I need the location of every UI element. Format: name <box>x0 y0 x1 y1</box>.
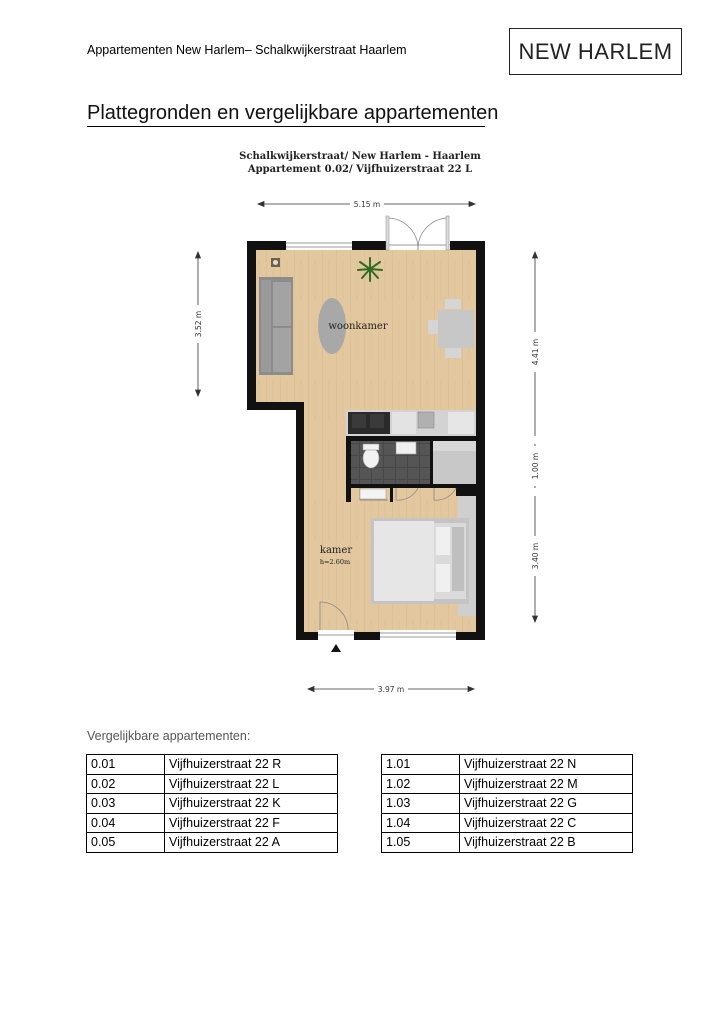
apartment-number: 1.04 <box>382 813 460 833</box>
table-row <box>382 755 633 775</box>
apartment-address: Vijfhuizerstraat 22 L <box>165 774 338 794</box>
apartment-number: 0.01 <box>87 755 165 775</box>
apartment-address: Vijfhuizerstraat 22 F <box>165 813 338 833</box>
floorplan-title: Schalkwijkerstraat/ New Harlem - Haarlem <box>239 151 481 162</box>
table-row <box>382 794 633 814</box>
room-height-label: h=2.60m <box>319 558 351 566</box>
logo-text: NEW HARLEM <box>518 38 673 64</box>
table-row <box>382 833 633 853</box>
table-row <box>87 774 338 794</box>
dim-right-top-label: 4.41 m <box>531 338 540 366</box>
table-row <box>382 813 633 833</box>
dim-bottom-label: 3.97 m <box>377 685 405 694</box>
apartment-number: 1.02 <box>382 774 460 794</box>
apartment-address: Vijfhuizerstraat 22 B <box>460 833 633 853</box>
room-label-woonkamer: woonkamer <box>328 321 388 332</box>
dim-left-label: 3.52 m <box>194 310 203 338</box>
table-row <box>87 813 338 833</box>
comparable-label: Vergelijkbare appartementen: <box>87 729 251 743</box>
sofa <box>259 277 293 375</box>
kitchen <box>346 410 476 436</box>
apartment-address: Vijfhuizerstraat 22 K <box>165 794 338 814</box>
apartment-number: 0.02 <box>87 774 165 794</box>
table-row <box>87 794 338 814</box>
apartment-address: Vijfhuizerstraat 22 R <box>165 755 338 775</box>
apartment-address: Vijfhuizerstraat 22 C <box>460 813 633 833</box>
dim-right-bottom-label: 3.40 m <box>531 542 540 570</box>
apartment-address: Vijfhuizerstraat 22 M <box>460 774 633 794</box>
table-row <box>382 774 633 794</box>
apartment-number: 1.03 <box>382 794 460 814</box>
comparable-table-right <box>381 754 633 853</box>
apartment-number: 0.04 <box>87 813 165 833</box>
room-label-kamer: kamer <box>319 545 353 556</box>
document-header: Appartementen New Harlem– Schalkwijkerstraat Haarlem <box>87 43 407 57</box>
dim-top-label: 5.15 m <box>353 200 381 209</box>
toilet <box>363 448 379 468</box>
apartment-address: Vijfhuizerstraat 22 N <box>460 755 633 775</box>
dim-right-mid-label: 1.00 m <box>531 452 540 480</box>
comparable-table-left <box>86 754 338 853</box>
apartment-address: Vijfhuizerstraat 22 A <box>165 833 338 853</box>
apartment-number: 1.05 <box>382 833 460 853</box>
apartment-number: 1.01 <box>382 755 460 775</box>
floorplan-subtitle: Appartement 0.02/ Vijfhuizerstraat 22 L <box>247 164 473 175</box>
table-row <box>87 755 338 775</box>
page-title: Plattegronden en vergelijkbare appartementen <box>87 102 499 124</box>
apartment-number: 0.05 <box>87 833 165 853</box>
apartment-number: 0.03 <box>87 794 165 814</box>
table-row <box>87 833 338 853</box>
entrance-arrow <box>331 644 341 652</box>
apartment-address: Vijfhuizerstraat 22 G <box>460 794 633 814</box>
